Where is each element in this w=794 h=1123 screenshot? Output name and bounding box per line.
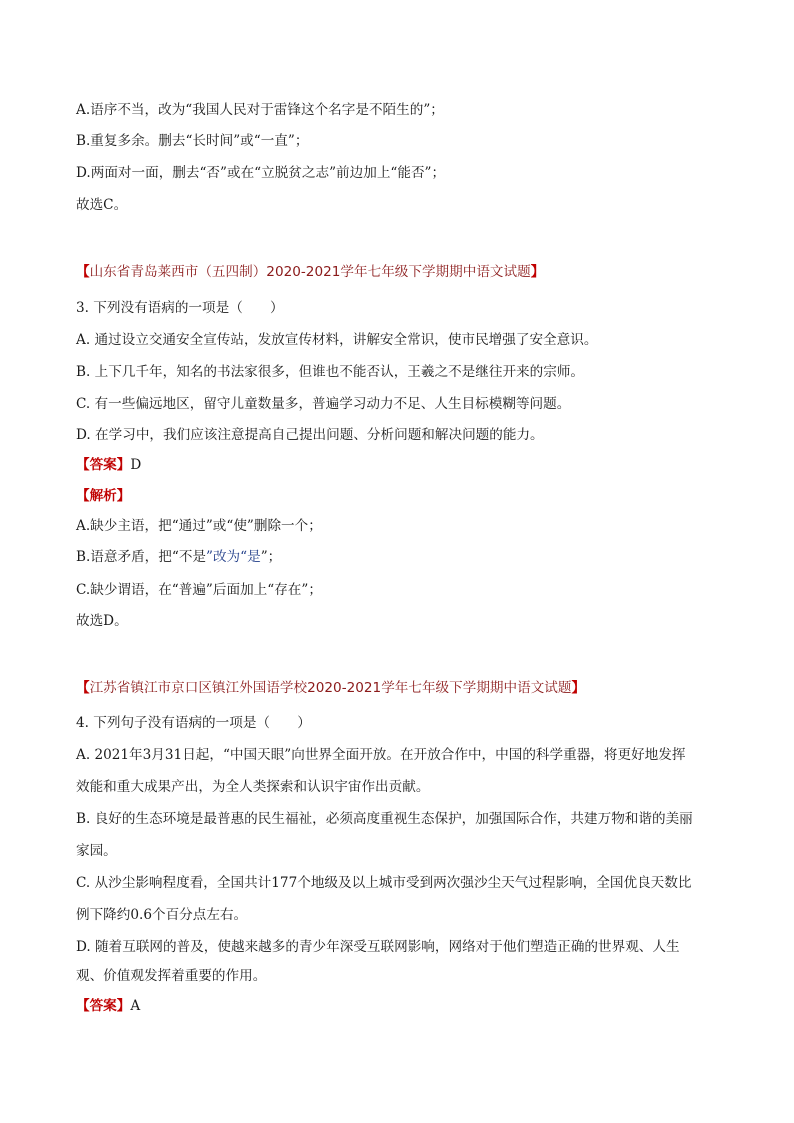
analysis-line-b: B.重复多余。删去“长时间”或“一直”； [76, 133, 309, 149]
q3-answer-label: 【答案】 [76, 457, 131, 473]
q4-answer-label: 【答案】 [76, 998, 131, 1014]
q4-bracket-close: 】 [571, 680, 586, 696]
q3-analysis-b [76, 547, 281, 567]
q3-question-stem: 3. 下列没有语病的一项是（ ） [76, 300, 284, 316]
q4-option-d-line1: D. 随着互联网的普及，使越来越多的青少年深受互联网影响，网络对于他们塑造正确的世界观、人生 [76, 939, 680, 955]
q4-option-a-line2: 效能和重大成果产出，为全人类探索和认识宇宙作出贡献。 [76, 779, 430, 795]
q4-option-d-line2: 观、价值观发挥着重要的作用。 [76, 968, 267, 984]
q4-question-stem: 4. 下列句子没有语病的一项是（ ） [76, 715, 311, 731]
q4-option-c-line2: 例下降约0.6个百分点左右。 [76, 907, 248, 923]
q3-answer-value: D [130, 457, 142, 473]
q3-bracket-open: 【 [76, 264, 90, 280]
q4-bracket-open: 【 [76, 680, 90, 696]
q3-analysis-b-blue: ”改为“是 [206, 549, 261, 565]
q4-source-text: 江苏省镇江市京口区镇江外国语学校2020-2021学年七年级下学期期中语文试题 [89, 680, 572, 696]
q4-option-a-line1: A. 2021年3月31日起，“中国天眼”向世界全面开放。在开放合作中，中国的科学重器，将更好地发挥 [76, 747, 686, 763]
q4-option-b-line2: 家园。 [76, 843, 117, 859]
q3-source-heading [76, 262, 544, 282]
q3-bracket-close: 】 [530, 264, 545, 280]
q3-option-c: C. 有一些偏远地区，留守儿童数量多，普遍学习动力不足、人生目标模糊等问题。 [76, 396, 571, 412]
q4-option-b-line1: B. 良好的生态环境是最普惠的民生福祉，必须高度重视生态保护，加强国际合作，共建万物和谐的美丽 [76, 811, 693, 827]
q3-analysis-a: A.缺少主语，把“通过”或“使”删除一个； [76, 518, 322, 534]
q4-answer [76, 996, 140, 1016]
q3-option-b: B. 上下几千年，知名的书法家很多，但谁也不能否认，王羲之不是继往开来的宗师。 [76, 364, 585, 380]
q3-analysis-b-post: ”； [260, 549, 282, 565]
analysis-line-a: A.语序不当，改为“我国人民对于雷锋这个名字是不陌生的”； [76, 102, 444, 118]
q3-analysis-b-pre: B.语意矛盾，把“不是 [76, 549, 207, 565]
q3-source-text: 山东省青岛莱西市（五四制）2020-2021学年七年级下学期期中语文试题 [89, 264, 531, 280]
analysis-conclusion: 故选C。 [76, 197, 128, 213]
q4-option-c-line1: C. 从沙尘影响程度看，全国共计177个地级及以上城市受到两次强沙尘天气过程影响，全国优良天数比 [76, 875, 692, 891]
q3-option-a: A. 通过设立交通安全宣传站，发放宣传材料，讲解安全常识，使市民增强了安全意识。 [76, 332, 598, 348]
q4-source-heading [76, 678, 585, 698]
q3-answer [76, 455, 141, 475]
q4-answer-value: A [130, 998, 141, 1014]
q3-analysis-label: 【解析】 [76, 488, 131, 504]
q3-analysis-c: C.缺少谓语，在“普遍”后面加上“存在”； [76, 582, 322, 598]
analysis-line-d: D.两面对一面，删去“否”或在“立脱贫之志”前边加上“能否”； [76, 165, 446, 181]
q3-analysis-heading [76, 486, 130, 506]
q3-option-d: D. 在学习中，我们应该注意提高自己提出问题、分析问题和解决问题的能力。 [76, 427, 544, 443]
q3-analysis-conclusion: 故选D。 [76, 613, 128, 629]
